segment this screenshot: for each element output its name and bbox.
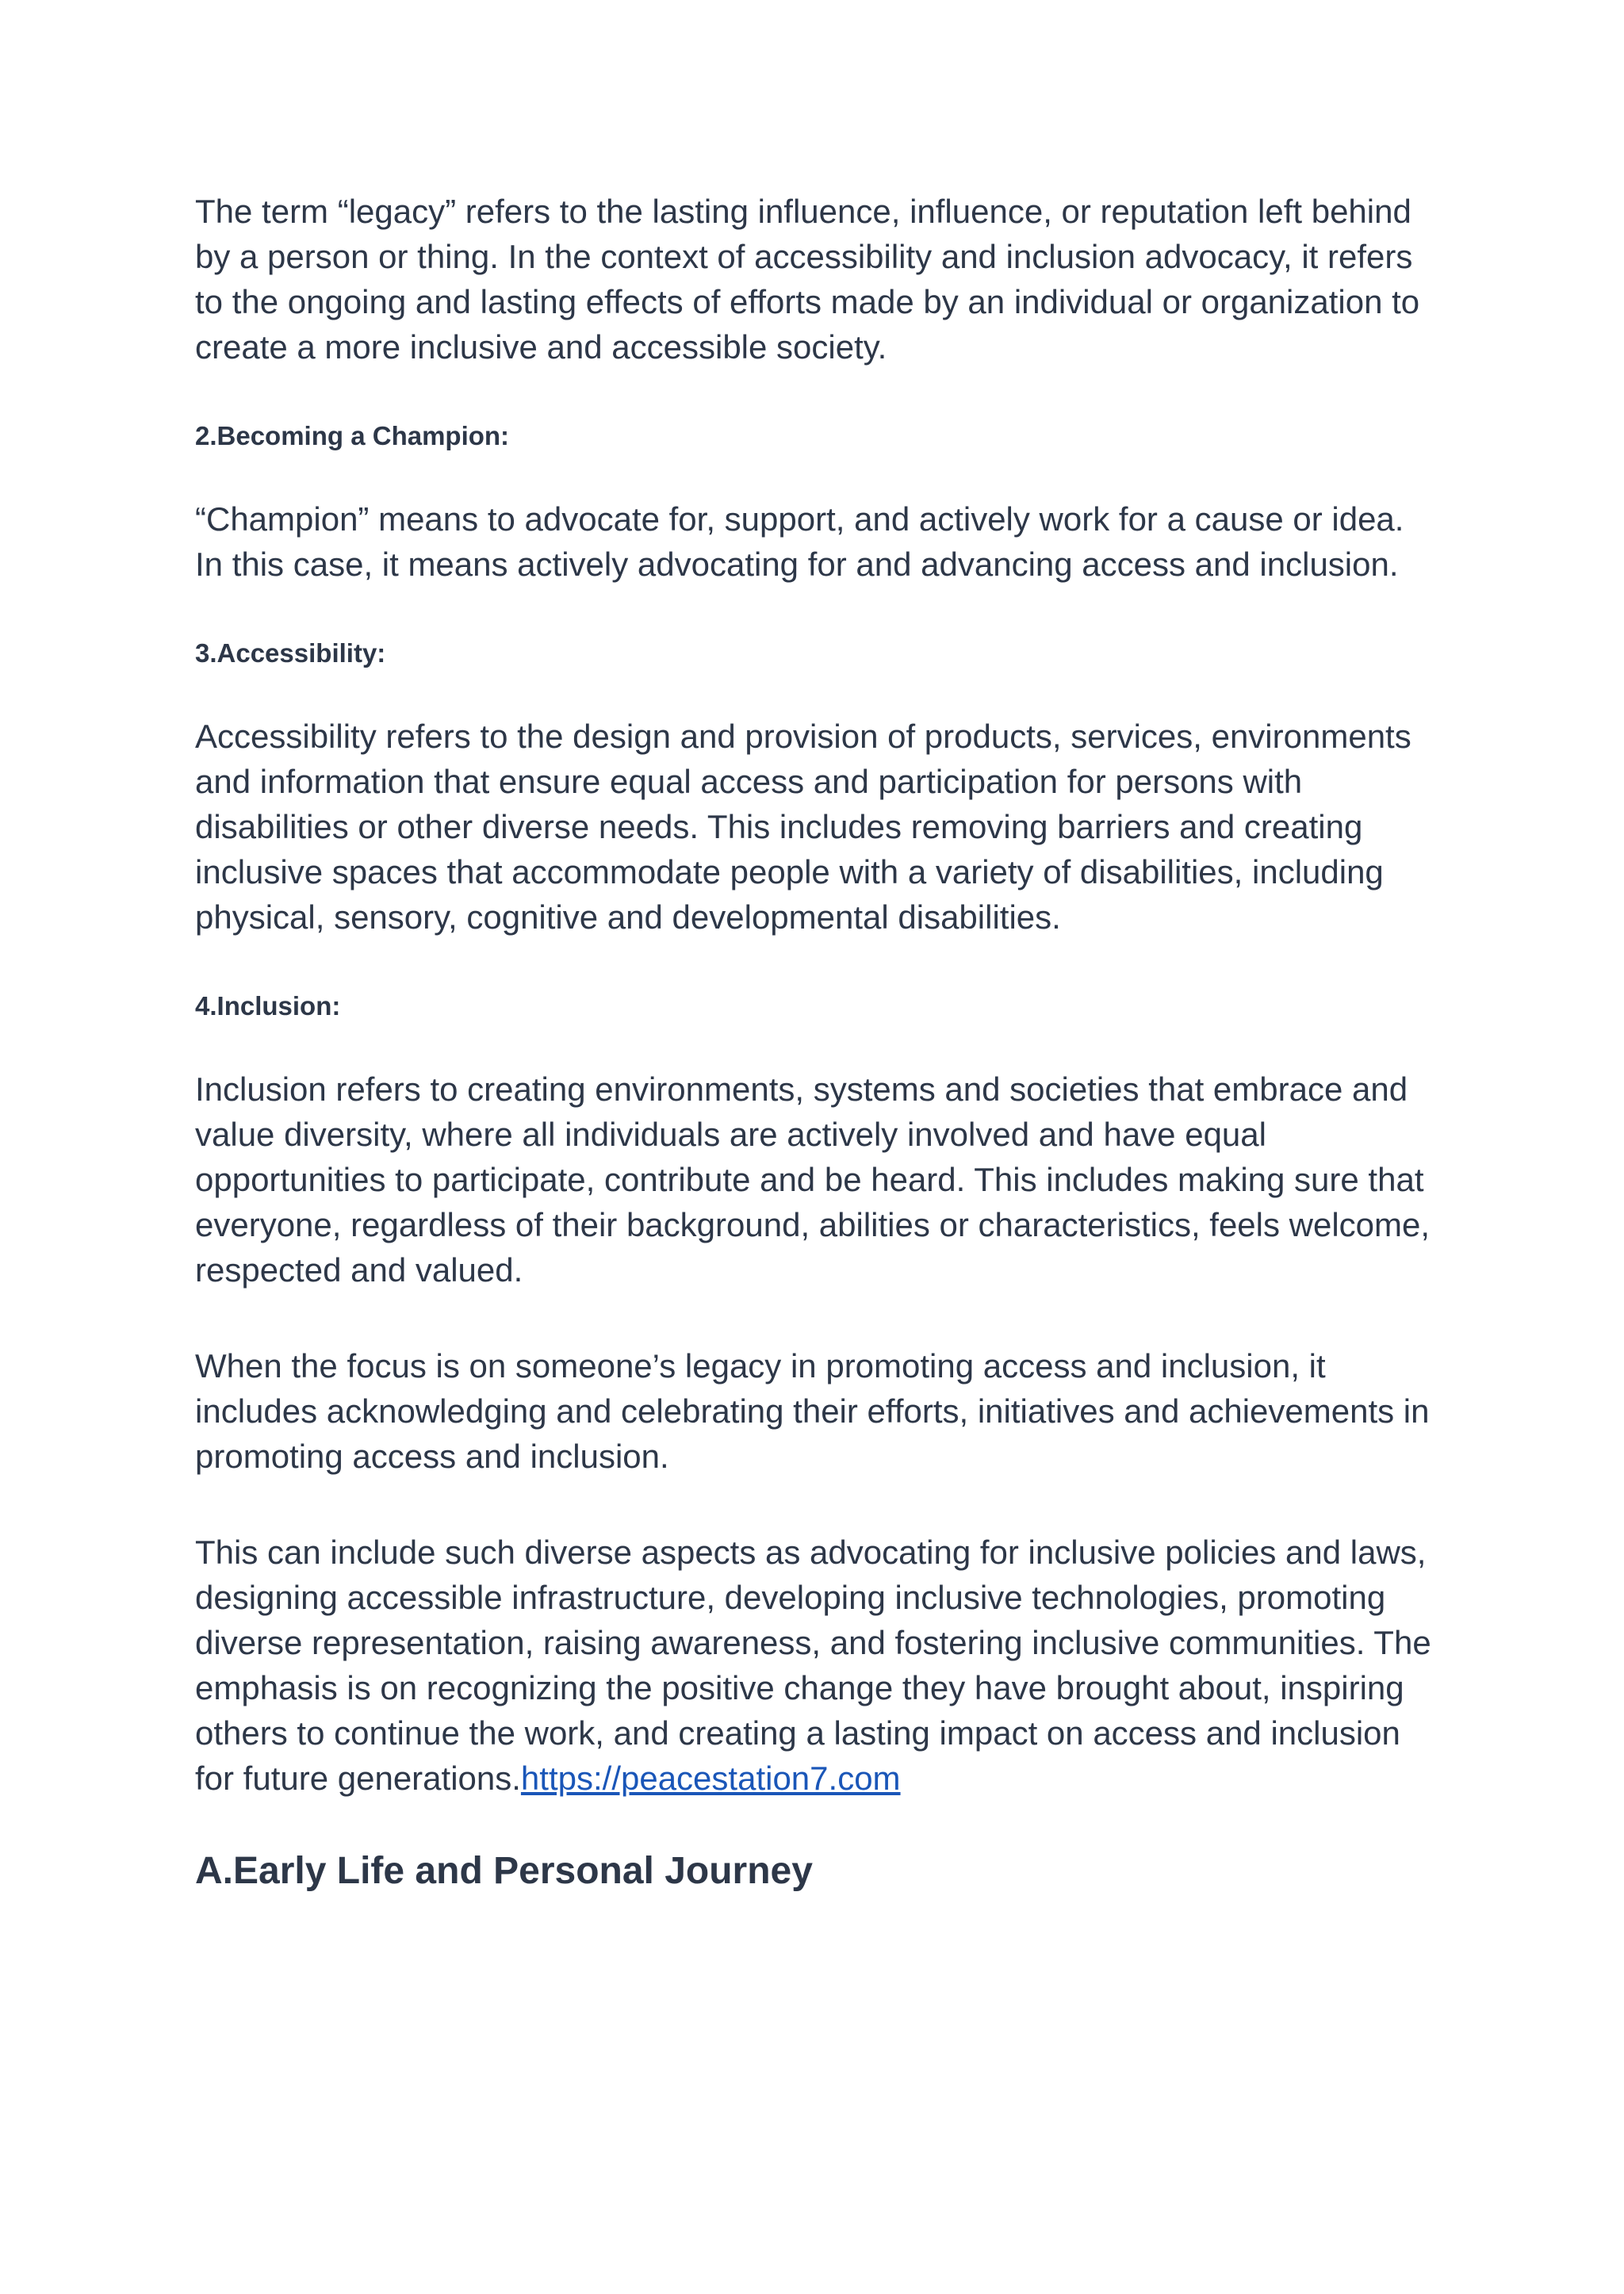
aspects-paragraph-text: This can include such diverse aspects as advocating for inclusive policies and laws, designing accessible infrastructure, developing inclusive technologies, promoting diverse representation, raising awareness, and fostering inclusive communities. The emphasis is on recognizing the positive change they have brought about, inspiring others to continue the work, and creating a lasting impact on access and inclusion for future generations. — [195, 1534, 1431, 1797]
section-a-heading: A.Early Life and Personal Journey — [195, 1850, 813, 1892]
inclusion-paragraph: Inclusion refers to creating environments, systems and societies that embrace and value diversity, where all individuals are actively involved and have equal opportunities to participate, contribute and be heard. This includes making sure that everyone, regardless of their background, abilities or characteristics, feels welcome, respected and valued. — [195, 1070, 1431, 1289]
accessibility-heading: 3.Accessibility: — [195, 638, 386, 668]
champion-heading: 2.Becoming a Champion: — [195, 421, 510, 450]
legacy-paragraph: The term “legacy” refers to the lasting influence, influence, or reputation left behind by a person or thing. In the context of accessibility and inclusion advocacy, it refers to the ongoing and lasting effects of efforts made by an individual or organization to create a more inclusive and accessible society. — [195, 193, 1420, 366]
document-content — [195, 189, 1432, 1894]
accessibility-paragraph: Accessibility refers to the design and provision of products, services, environments and information that ensure equal access and participation for persons with disabilities or other diverse needs. This includes removing barriers and creating inclusive spaces that accommodate people with a variety of disabilities, including physical, sensory, cognitive and developmental disabilities. — [195, 718, 1411, 936]
champion-paragraph: “Champion” means to advocate for, support, and actively work for a cause or idea. In this case, it means actively advocating for and advancing access and inclusion. — [195, 500, 1404, 583]
inclusion-heading: 4.Inclusion: — [195, 991, 341, 1021]
peacestation-link[interactable]: https://peacestation7.com — [520, 1760, 901, 1797]
focus-paragraph: When the focus is on someone’s legacy in promoting access and inclusion, it includes acknowledging and celebrating their efforts, initiatives and achievements in promoting access and inclusion. — [195, 1347, 1430, 1475]
aspects-paragraph-container — [195, 1530, 1432, 1801]
